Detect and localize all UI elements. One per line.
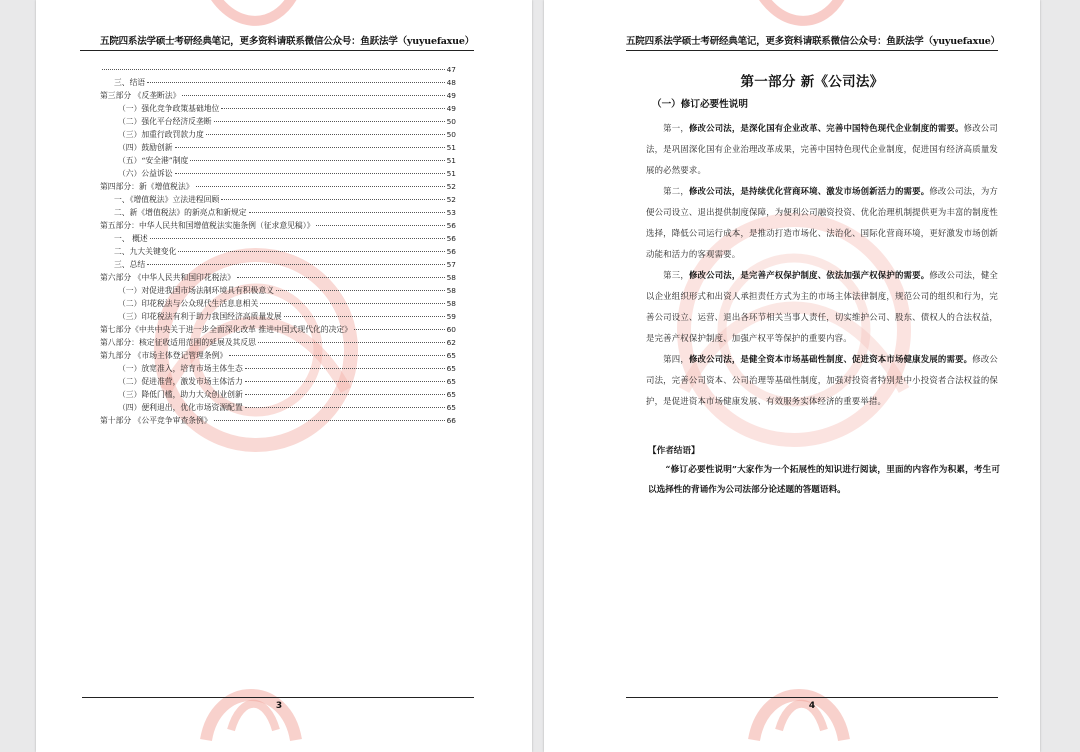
toc-entry-page: 49 <box>446 104 456 113</box>
toc-entry-page: 51 <box>446 143 456 152</box>
toc-entry-page: 50 <box>446 130 456 139</box>
toc-entry-title: （三）降低门槛，助力大众创业创新 <box>118 390 243 399</box>
toc-entry[interactable] <box>100 401 456 414</box>
toc-entry[interactable] <box>100 414 456 427</box>
toc-entry-page: 57 <box>446 260 456 269</box>
toc-entry-page: 58 <box>446 299 456 308</box>
toc-entry-title: （一）强化竞争政策基础地位 <box>118 104 220 113</box>
paragraph-lead: 第二， <box>663 186 689 196</box>
paragraph-body: 修改公司法，健全以企业组织形式和出资人承担责任方式为主的市场主体法律制度，规范公司的组织和行为，完善公司设立、运营、退出各环节相关当事人责任，切实维护公司、股东、债权人的合法权益，是完善产权保护制度、加强产权平等保护的重要内容。 <box>646 270 998 343</box>
toc-dot-leader <box>237 277 445 278</box>
toc-entry[interactable] <box>100 141 456 154</box>
toc-dot-leader <box>245 381 445 382</box>
toc-entry-page: 66 <box>446 416 456 425</box>
toc-entry-page: 58 <box>446 286 456 295</box>
toc-entry[interactable] <box>100 310 456 323</box>
toc-entry-page: 65 <box>446 351 456 360</box>
toc-entry[interactable] <box>100 388 456 401</box>
paragraph-emphasis: 修改公司法，是深化国有企业改革、完善中国特色现代企业制度的需要。 <box>688 123 964 133</box>
toc-entry-page: 59 <box>446 312 456 321</box>
toc-entry-page: 51 <box>446 156 456 165</box>
toc-dot-leader <box>258 342 445 343</box>
toc-entry-page: 65 <box>446 364 456 373</box>
toc-entry-page: 56 <box>446 221 456 230</box>
toc-entry[interactable] <box>100 349 456 362</box>
toc-entry-page: 56 <box>446 247 456 256</box>
part-title: 第一部分 新《公司法》 <box>740 74 884 90</box>
paragraph-body: 修改公司法，完善公司资本、公司治理等基础性制度，加强对投资者特别是中小投资者合法权益的保护，是促进资本市场健康发展、有效服务实体经济的重要举措。 <box>646 354 998 406</box>
toc-dot-leader <box>150 238 445 239</box>
toc-entry[interactable] <box>100 258 456 271</box>
table-of-contents <box>100 63 456 427</box>
paragraph-body: 修改公司法，是巩固深化国有企业治理改革成果，完善中国特色现代企业制度，促进国有经济高质量发展的必然要求。 <box>646 123 998 175</box>
toc-dot-leader <box>245 407 445 408</box>
paragraph-emphasis: 修改公司法，是持续优化营商环境、激发市场创新活力的需要。 <box>688 186 930 196</box>
toc-entry-title: 第四部分：新《增值税法》 <box>100 182 194 191</box>
toc-entry-title: 一、 概述 <box>114 234 148 243</box>
toc-entry-page: 49 <box>446 91 456 100</box>
author-note-body: “修订必要性说明”大家作为一个拓展性的知识进行阅读，里面的内容作为积累，考生可以选择性的背诵作为公司法部分论述题的答题语料。 <box>648 465 1000 495</box>
toc-dot-leader <box>147 82 444 83</box>
toc-dot-leader <box>354 329 445 330</box>
toc-entry-title: 三、总结 <box>114 260 146 269</box>
toc-dot-leader <box>245 394 445 395</box>
toc-entry[interactable] <box>100 76 456 89</box>
toc-entry-title: 第五部分：中华人民共和国增值税法实施条例（征求意见稿）》 <box>100 221 315 230</box>
toc-entry-title: 第三部分 《反垄断法》 <box>100 91 181 100</box>
toc-entry-page: 56 <box>446 234 456 243</box>
toc-dot-leader <box>214 121 445 122</box>
paragraph-lead: 第三， <box>663 270 689 280</box>
toc-entry-page: 58 <box>446 273 456 282</box>
toc-entry[interactable] <box>100 362 456 375</box>
toc-dot-leader <box>182 95 444 96</box>
toc-entry[interactable] <box>100 336 456 349</box>
document-page-left <box>36 0 532 752</box>
toc-entry[interactable] <box>100 102 456 115</box>
toc-dot-leader <box>190 160 444 161</box>
toc-entry-title: （二）强化平台经济反垄断 <box>118 117 212 126</box>
page-header: 五院四系法学硕士考研经典笔记，更多资料请联系微信公众号：鱼跃法学（yuyuefaxue） <box>80 36 474 51</box>
toc-entry[interactable] <box>100 167 456 180</box>
toc-dot-leader <box>175 147 445 148</box>
toc-dot-leader <box>245 368 445 369</box>
paragraph-3 <box>646 265 998 349</box>
toc-entry-page: 62 <box>446 338 456 347</box>
page-header: 五院四系法学硕士考研经典笔记，更多资料请联系微信公众号：鱼跃法学（yuyuefaxue） <box>626 36 998 51</box>
toc-entry-title: 第八部分：核定征收适用范围的延展及其反思 <box>100 338 256 347</box>
toc-dot-leader <box>206 134 445 135</box>
toc-dot-leader <box>276 290 445 291</box>
toc-dot-leader <box>102 69 445 70</box>
toc-entry-title: 二、新《增值税法》的新亮点和新规定 <box>114 208 247 217</box>
toc-dot-leader <box>147 264 444 265</box>
section-title: （一）修订必要性说明 <box>652 99 748 110</box>
toc-entry-title: 第十部分 《公平竞争审查条例》 <box>100 416 212 425</box>
page-number: 3 <box>275 701 283 711</box>
toc-dot-leader <box>175 173 445 174</box>
toc-entry[interactable] <box>100 115 456 128</box>
toc-dot-leader <box>316 225 444 226</box>
toc-entry-page: 52 <box>446 195 456 204</box>
toc-entry-title: （四）鼓励创新 <box>118 143 173 152</box>
paragraph-2 <box>646 181 998 265</box>
toc-entry-title: （四）便利退出，优化市场资源配置 <box>118 403 243 412</box>
paragraph-4 <box>646 349 998 412</box>
toc-entry-page: 50 <box>446 117 456 126</box>
toc-entry-title: （六）公益诉讼 <box>118 169 173 178</box>
toc-entry-page: 65 <box>446 403 456 412</box>
toc-dot-leader <box>229 355 444 356</box>
toc-entry-page: 51 <box>446 169 456 178</box>
toc-entry-title: （一）对促进我国市场法制环境具有积极意义 <box>118 286 274 295</box>
toc-dot-leader <box>260 303 444 304</box>
toc-entry-page: 47 <box>446 65 456 74</box>
toc-dot-leader <box>196 186 445 187</box>
toc-entry-title: （二）印花税法与公众现代生活息息相关 <box>118 299 259 308</box>
toc-entry-title: 第七部分《中共中央关于进一步全面深化改革 推进中国式现代化的决定》 <box>100 325 352 334</box>
footer-rule <box>626 697 998 698</box>
toc-entry[interactable] <box>100 284 456 297</box>
toc-entry-title: （三）印花税法有利于助力我国经济高质量发展 <box>118 312 282 321</box>
toc-entry-title: （一）放宽准入，培育市场主体生态 <box>118 364 243 373</box>
toc-entry[interactable] <box>100 297 456 310</box>
author-note-title: 【作者结语】 <box>648 446 700 456</box>
toc-entry[interactable] <box>100 219 456 232</box>
toc-entry[interactable] <box>100 89 456 102</box>
toc-entry-page: 65 <box>446 390 456 399</box>
document-page-right <box>544 0 1040 752</box>
toc-entry-title: 三、结语 <box>114 78 146 87</box>
toc-entry[interactable] <box>100 232 456 245</box>
toc-entry-page: 48 <box>446 78 456 87</box>
toc-entry-page: 53 <box>446 208 456 217</box>
toc-entry-title: （二）促进准营，激发市场主体活力 <box>118 377 243 386</box>
toc-entry[interactable] <box>100 154 456 167</box>
toc-entry[interactable] <box>100 245 456 258</box>
toc-entry-title: 二、九大关键变化 <box>114 247 177 256</box>
watermark-seal-bottom <box>734 640 864 752</box>
paragraph-emphasis: 修改公司法，是完善产权保护制度、依法加强产权保护的需要。 <box>688 270 930 280</box>
toc-entry-title: （五）“安全港”制度 <box>118 156 189 165</box>
toc-dot-leader <box>178 251 444 252</box>
toc-dot-leader <box>284 316 445 317</box>
toc-dot-leader <box>221 108 444 109</box>
toc-entry-page: 65 <box>446 377 456 386</box>
toc-entry-page: 52 <box>446 182 456 191</box>
footer-rule <box>82 697 474 698</box>
paragraph-1 <box>646 118 998 181</box>
toc-entry[interactable] <box>100 128 456 141</box>
toc-entry[interactable] <box>100 206 456 219</box>
toc-entry[interactable] <box>100 193 456 206</box>
toc-dot-leader <box>214 420 445 421</box>
author-note-text <box>648 460 1000 500</box>
toc-dot-leader <box>249 212 445 213</box>
paragraph-body: 修改公司法，为方便公司设立、退出提供制度保障，为便利公司融资投资、优化治理机制提供更为丰富的制度性选择，降低公司运行成本，是推动打造市场化、法治化、国际化营商环境，更好激发市场创新动能和活力的客观需要。 <box>646 186 998 259</box>
toc-entry-title: 第九部分 《市场主体登记管理条例》 <box>100 351 228 360</box>
toc-entry[interactable] <box>100 375 456 388</box>
watermark-seal-bottom <box>186 640 316 752</box>
toc-entry[interactable] <box>100 63 456 76</box>
paragraph-emphasis: 修改公司法，是健全资本市场基础性制度、促进资本市场健康发展的需要。 <box>688 354 973 364</box>
toc-dot-leader <box>221 199 444 200</box>
toc-entry-page: 60 <box>446 325 456 334</box>
toc-entry[interactable] <box>100 180 456 193</box>
paragraph-lead: 第四， <box>663 354 689 364</box>
toc-entry-title: （三）加重行政罚款力度 <box>118 130 204 139</box>
toc-entry[interactable] <box>100 323 456 336</box>
toc-entry-title: 一、《增值税法》立法进程回顾 <box>114 195 220 204</box>
toc-entry[interactable] <box>100 271 456 284</box>
paragraph-lead: 第一， <box>663 123 689 133</box>
page-number: 4 <box>808 701 816 711</box>
toc-entry-title: 第六部分 《中华人民共和国印花税法》 <box>100 273 236 282</box>
